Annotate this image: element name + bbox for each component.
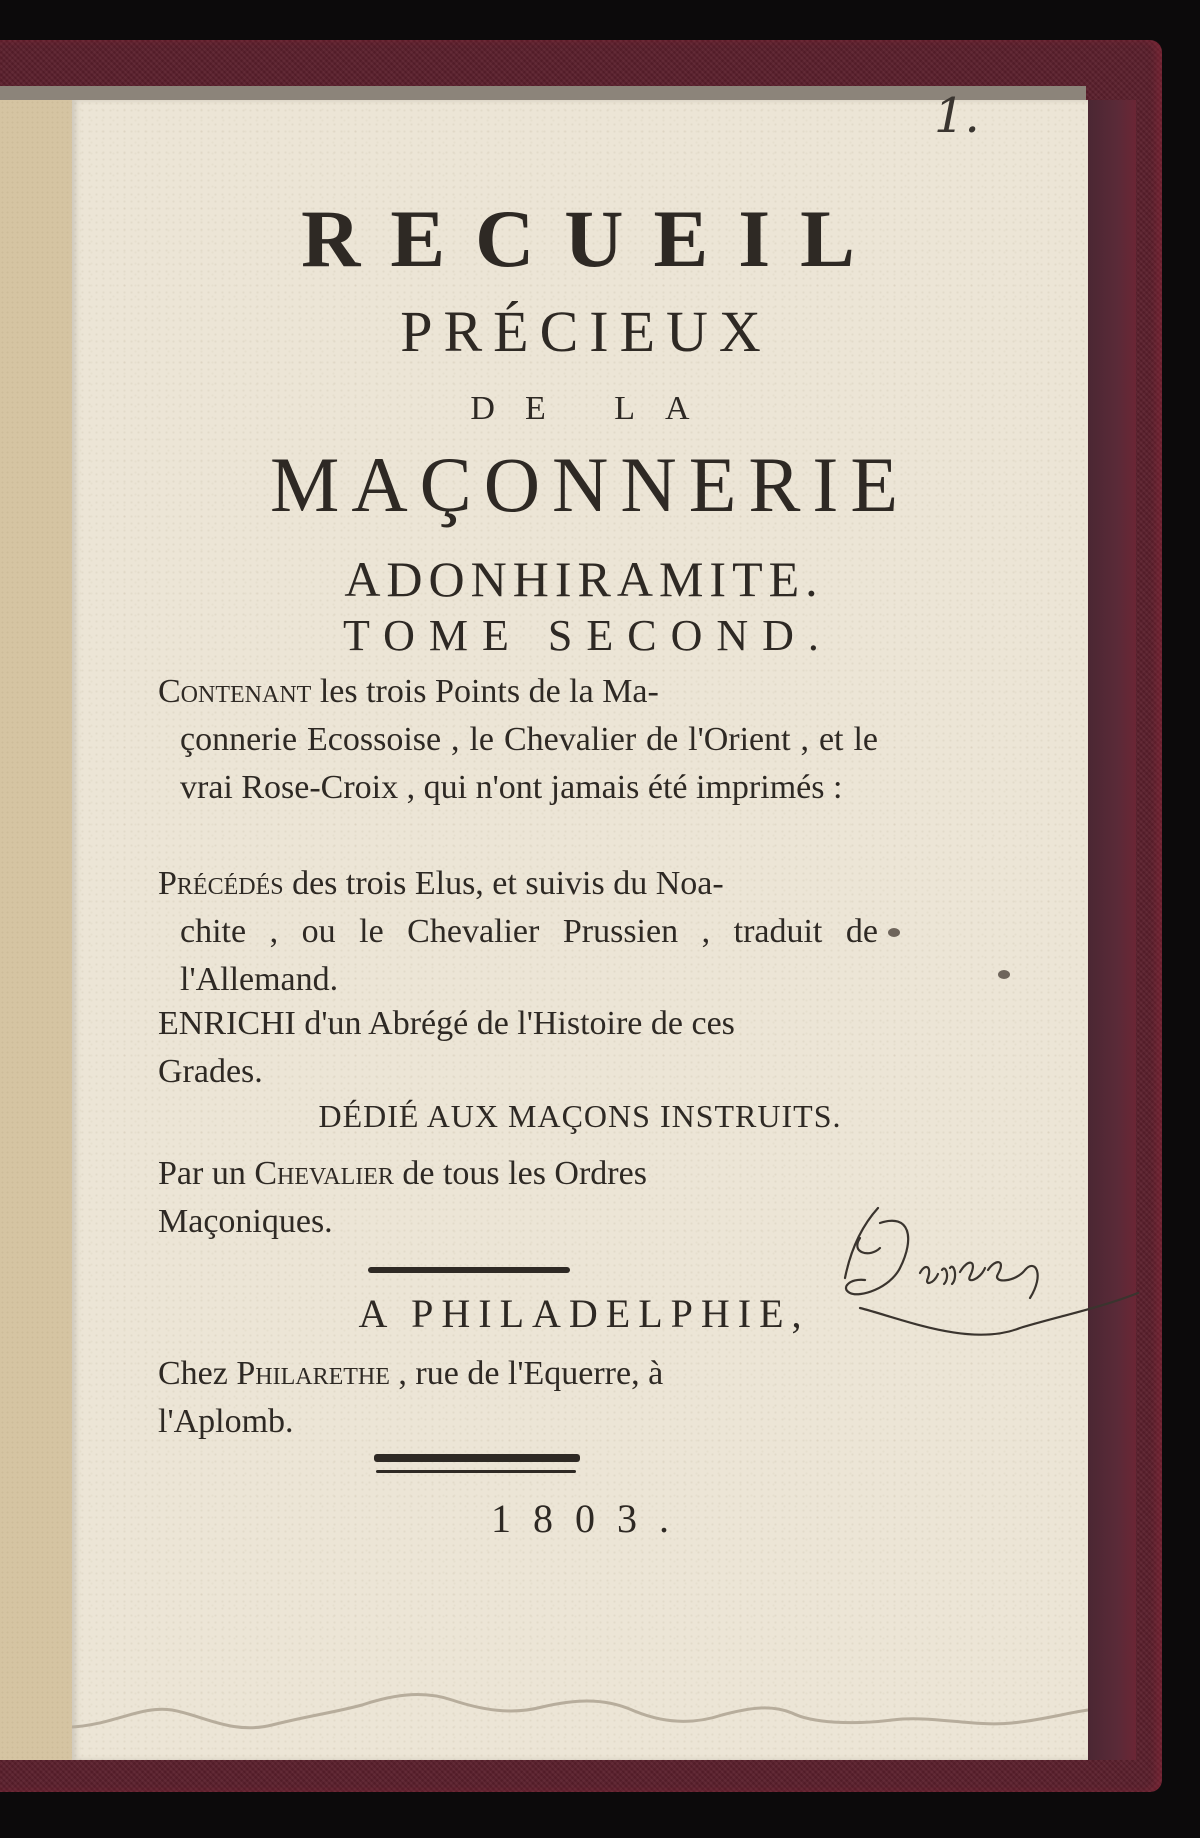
preceded-paragraph	[158, 860, 878, 1004]
title-page	[72, 88, 1088, 1760]
imprint-address-2: l'Aplomb.	[158, 1403, 294, 1440]
preceded-lead: Précédés	[158, 865, 284, 902]
author-prefix: Par un	[158, 1155, 255, 1192]
contents-first-line: les trois Points de la Ma-	[311, 673, 659, 710]
paper-blemish	[998, 970, 1010, 979]
author-rest: Maçoniques.	[158, 1203, 333, 1240]
water-stain	[72, 1685, 1088, 1745]
author-suffix: de tous les Ordres	[393, 1155, 647, 1192]
title-recueil: RECUEIL	[301, 193, 885, 284]
preceded-first-line: des trois Elus, et suivis du Noa-	[283, 865, 724, 902]
title-de-la: DE LA	[470, 390, 720, 427]
double-rule-bottom	[376, 1470, 576, 1473]
publication-year: 1803.	[491, 1496, 691, 1541]
pencil-page-number: 1.	[934, 88, 980, 144]
divider-rule	[368, 1267, 570, 1273]
paper-blemish	[888, 928, 900, 937]
title-adonhiramite: ADONHIRAMITE.	[344, 551, 824, 607]
imprint-address-1: , rue de l'Equerre, à	[389, 1355, 664, 1392]
flyleaf	[0, 100, 72, 1760]
imprint-publisher: Philarethe	[236, 1355, 390, 1392]
contents-rest: çonnerie Ecossoise , le Chevalier de l'Orient , et le vrai Rose-Croix , qui n'ont jamais été imprimés :	[180, 721, 878, 806]
handwritten-signature-icon	[820, 1198, 1140, 1338]
contents-lead: Contenant	[158, 673, 312, 710]
author-paragraph	[158, 1150, 878, 1246]
enriched-rest: Grades.	[158, 1053, 263, 1090]
contents-paragraph	[158, 668, 878, 812]
imprint-prefix: Chez	[158, 1355, 237, 1392]
title-maconnerie: MAÇONNERIE	[270, 441, 910, 528]
author-title: Chevalier	[254, 1155, 394, 1192]
enriched-lead: ENRICHI	[158, 1005, 296, 1042]
dedication: DÉDIÉ AUX MAÇONS INSTRUITS.	[318, 1098, 842, 1134]
title-precieux: PRÉCIEUX	[400, 299, 772, 364]
imprint-paragraph	[158, 1350, 878, 1446]
double-rule-top	[374, 1454, 580, 1462]
enriched-first-line: d'un Abrégé de l'Histoire de ces	[295, 1005, 735, 1042]
imprint-place: A PHILADELPHIE,	[358, 1291, 810, 1336]
preceded-rest: chite , ou le Chevalier Prussien , traduit de l'Allemand.	[180, 913, 878, 998]
enriched-paragraph	[158, 1000, 878, 1096]
volume-label: TOME SECOND.	[343, 611, 833, 660]
binding-edge-right	[1088, 100, 1136, 1760]
